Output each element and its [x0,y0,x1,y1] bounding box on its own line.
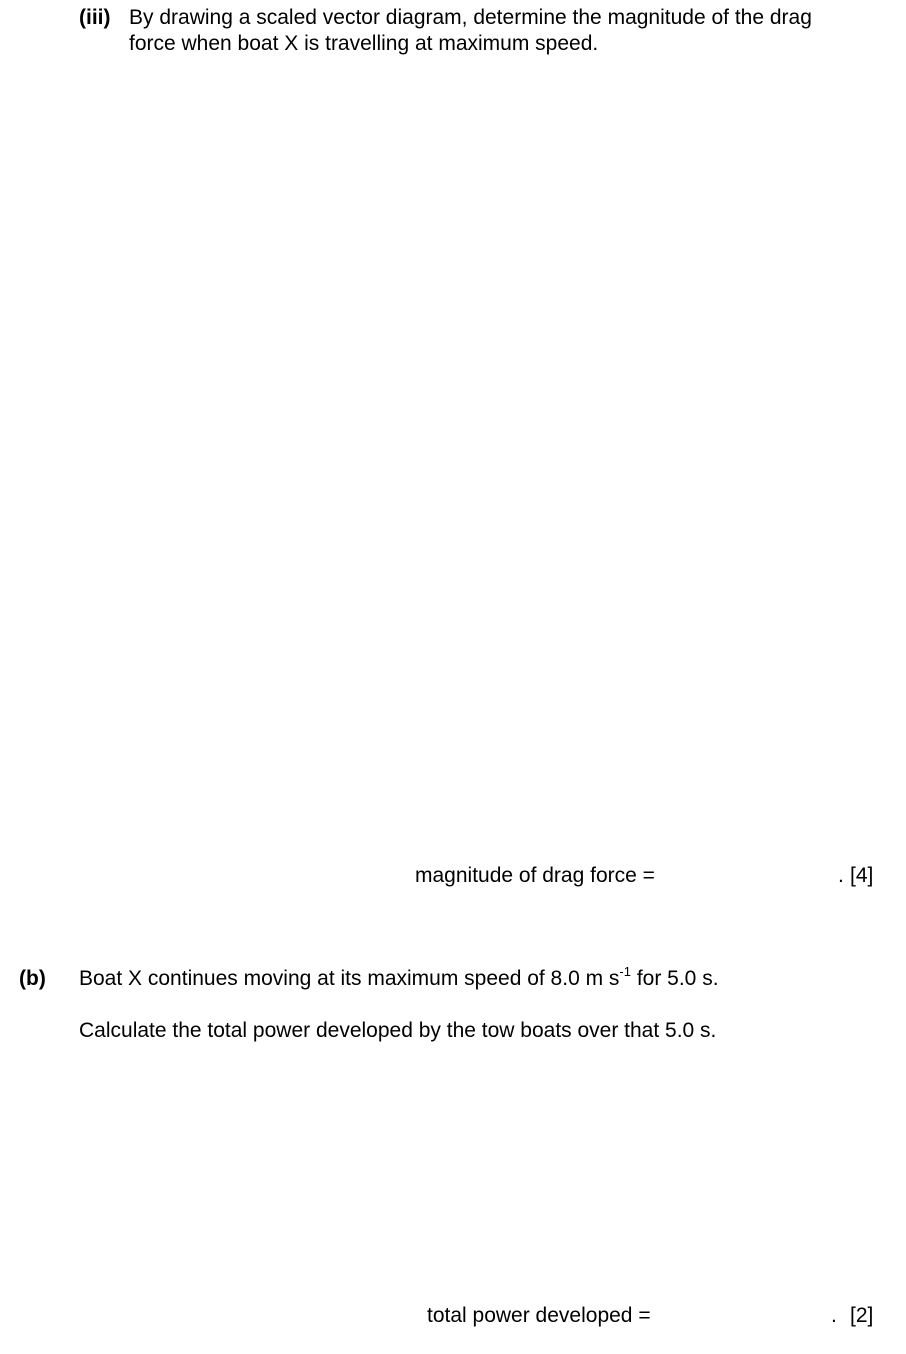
drag-force-answer-dot: . [838,864,844,887]
part-b-marks: [2] [850,1304,874,1327]
part-iii-label: (iii) [79,6,111,29]
per-second-exponent: -1 [619,964,631,979]
part-b-label: (b) [19,967,46,990]
part-iii-question-line-1: By drawing a scaled vector diagram, determine the magnitude of the drag [129,6,812,29]
part-iii-marks: [4] [850,864,874,887]
part-b-question-line-2: Calculate the total power developed by the tow boats over that 5.0 s. [79,1019,717,1042]
total-power-answer-dot: . [831,1304,837,1327]
part-b-line-1-text: Boat X continues moving at its maximum speed of 8.0 m s [79,967,620,990]
total-power-answer-label: total power developed = [427,1304,651,1327]
drag-force-answer-label: magnitude of drag force = [415,864,655,887]
part-b-line-1-end: for 5.0 s. [630,967,719,990]
part-b-question-line-1 [79,966,719,992]
part-iii-question-line-2: force when boat X is travelling at maximum speed. [129,32,599,55]
